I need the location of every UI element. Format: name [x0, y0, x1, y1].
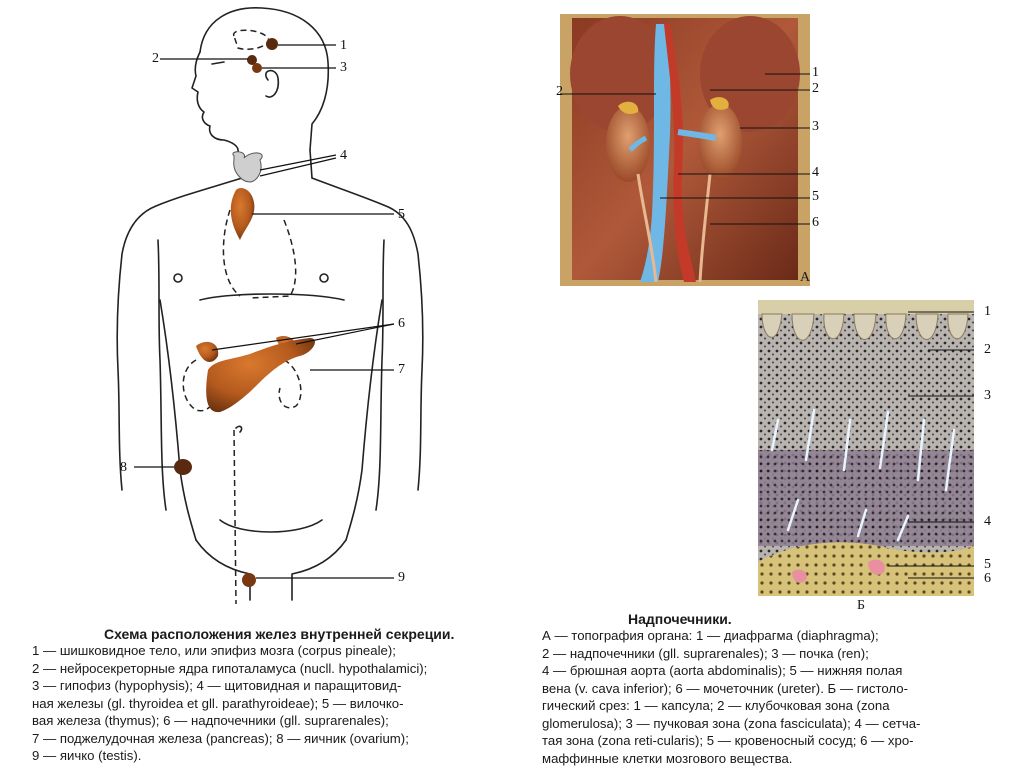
right-caption — [542, 611, 1012, 767]
histology-panel-label: Б — [857, 598, 866, 613]
left-caption-line: вая железа (thymus); 6 — надпочечники (gll. suprarenales); — [32, 713, 389, 728]
right-caption-line: 4 — брюшная аорта (aorta abdominalis); 5 — нижняя полая — [542, 663, 903, 678]
topography-label-2-left: 2 — [556, 84, 563, 99]
left-caption-line: 3 — гипофиз (hypophysis); 4 — щитовидная и паращитовид- — [32, 678, 402, 693]
schema-label-3: 3 — [340, 60, 347, 75]
left-caption-line: 9 — яичко (testis). — [32, 748, 142, 763]
adrenal-histology-image — [758, 300, 974, 596]
schema-label-4: 4 — [340, 148, 347, 163]
right-caption-title: Надпочечники. — [628, 611, 732, 627]
topography-label-6: 6 — [812, 215, 819, 230]
body-schema-figure — [100, 0, 480, 605]
schema-label-6: 6 — [398, 316, 405, 331]
topography-label-3: 3 — [812, 119, 819, 134]
left-caption-line: 2 — нейросекреторные ядра гипоталамуса (nucll. hypothalamici); — [32, 660, 428, 676]
left-caption-line: 7 — поджелудочная железа (pancreas); 8 — яичник (ovarium); — [32, 730, 409, 746]
schema-label-5: 5 — [398, 207, 405, 222]
histology-label-2: 2 — [984, 342, 991, 357]
schema-label-9: 9 — [398, 570, 405, 585]
histology-label-3: 3 — [984, 388, 991, 403]
topography-label-4: 4 — [812, 165, 819, 180]
schema-label-2: 2 — [152, 51, 159, 66]
topography-label-1: 1 — [812, 65, 819, 80]
right-caption-line: 2 — надпочечники (gll. suprarenales); 3 — почка (ren); — [542, 645, 869, 661]
histology-label-1: 1 — [984, 304, 991, 319]
left-caption — [32, 626, 512, 765]
adrenal-topography-image — [560, 14, 810, 286]
schema-label-8: 8 — [120, 460, 127, 475]
right-caption-line: А — топография органа: 1 — диафрагма (diaphragma); — [542, 628, 879, 643]
right-caption-line: маффинные клетки мозгового вещества. — [542, 750, 793, 766]
left-caption-line: ная железы (gl. thyroidea et gll. parathyroideae); 5 — вилочко- — [32, 695, 404, 711]
schema-label-1: 1 — [340, 38, 347, 53]
histology-label-5: 5 — [984, 557, 991, 572]
right-caption-line: glomerulosa); 3 — пучковая зона (zona fasciculata); 4 — сетча- — [542, 715, 921, 731]
topography-panel-label: А — [800, 270, 811, 285]
right-caption-line: гический срез: 1 — капсула; 2 — клубочковая зона (zona — [542, 698, 890, 713]
topography-label-5: 5 — [812, 189, 819, 204]
histology-label-4: 4 — [984, 514, 991, 529]
histology-label-6: 6 — [984, 571, 991, 586]
right-caption-line: тая зона (zona reti-cularis); 5 — кровеносный сосуд; 6 — хро- — [542, 733, 914, 748]
left-caption-line: 1 — шишковидное тело, или эпифиз мозга (corpus pineale); — [32, 643, 396, 658]
topography-label-2: 2 — [812, 81, 819, 96]
schema-label-7: 7 — [398, 362, 405, 377]
left-caption-title: Схема расположения желез внутренней секреции. — [104, 626, 455, 642]
right-caption-line: вена (v. cava inferior); 6 — мочеточник (ureter). Б — гистоло- — [542, 680, 908, 696]
